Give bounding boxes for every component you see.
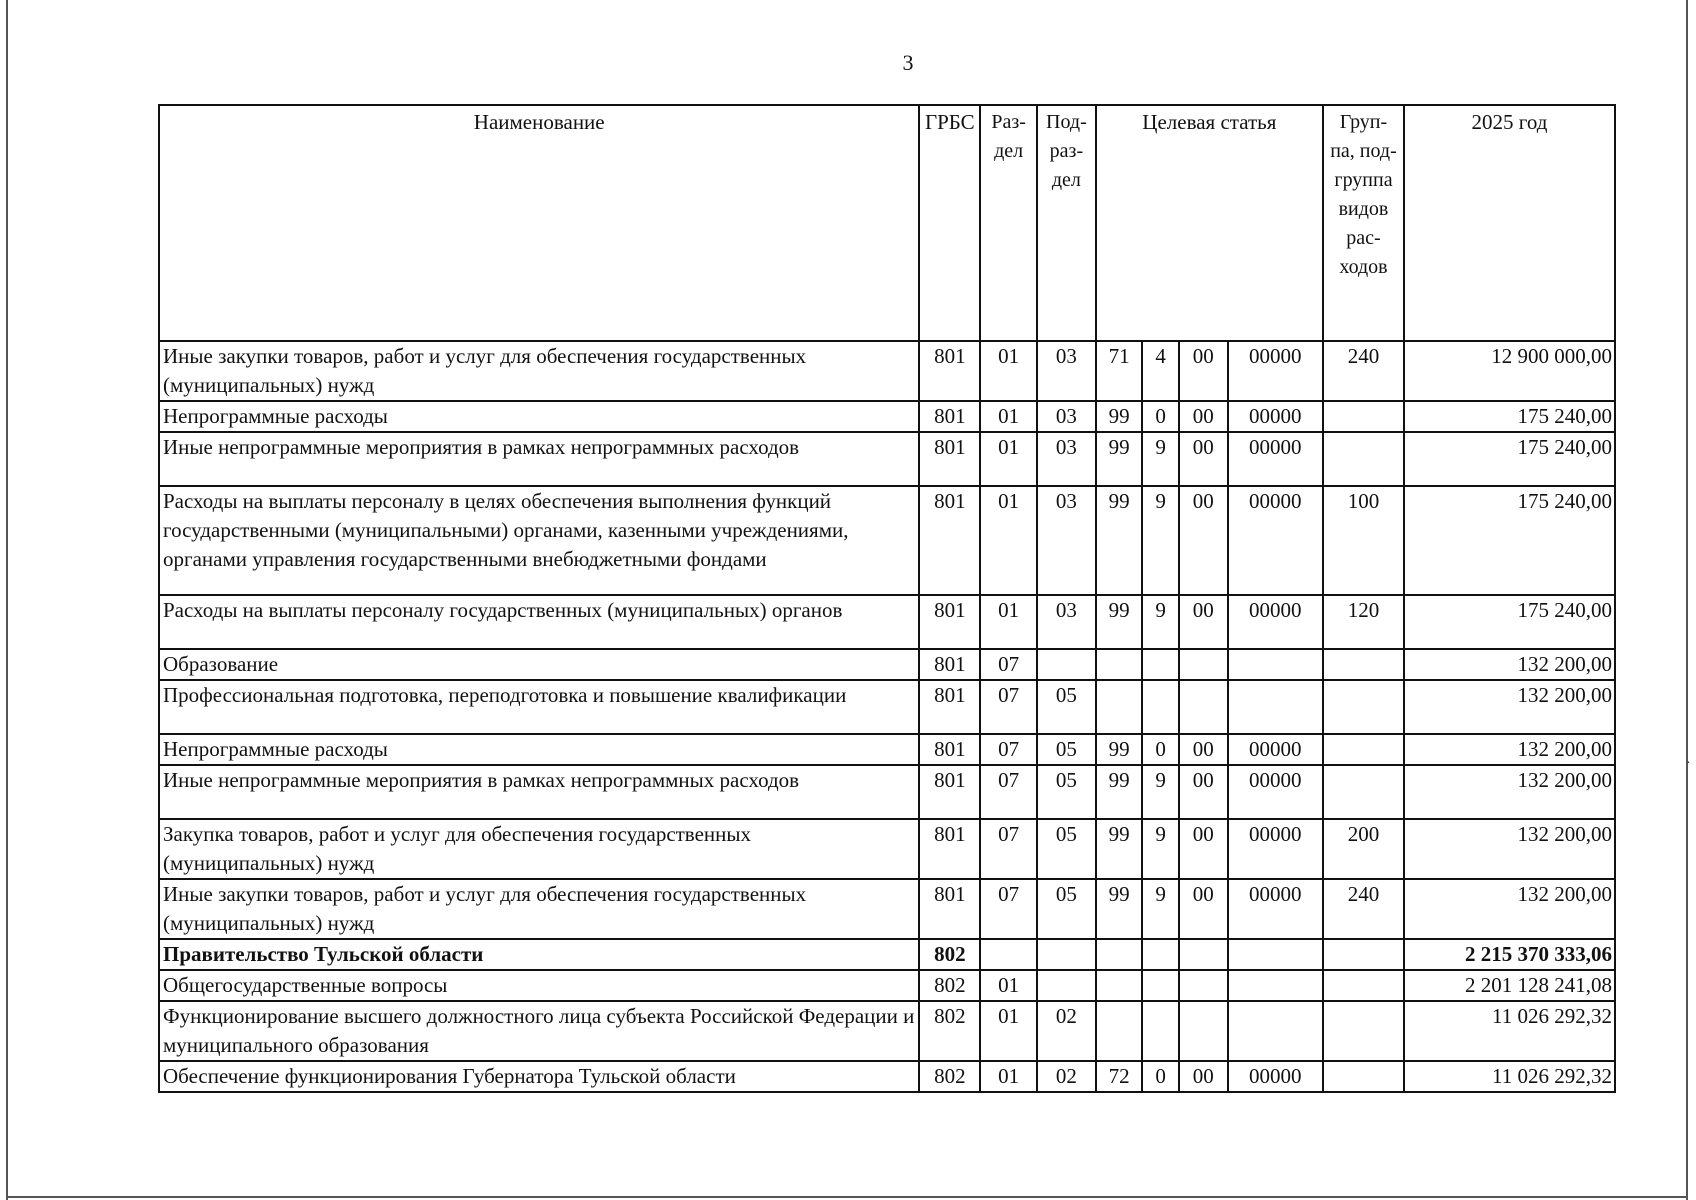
row-target-type-cell: 9 — [1142, 595, 1179, 649]
row-group-cell — [1323, 765, 1404, 819]
row-target-program-cell: 99 — [1096, 595, 1143, 649]
row-grbs-cell: 801 — [919, 401, 980, 432]
row-target-direction-cell: 00 — [1179, 486, 1228, 595]
table-body — [159, 341, 1615, 1092]
row-podrazdel-cell — [1037, 939, 1096, 970]
row-name-cell: Иные непрограммные мероприятия в рамках непрограммных расходов — [159, 432, 919, 486]
row-target-program-cell: 99 — [1096, 819, 1143, 879]
row-podrazdel-cell: 05 — [1037, 765, 1096, 819]
row-grbs-cell: 801 — [919, 432, 980, 486]
row-target-program-cell: 99 — [1096, 401, 1143, 432]
row-target-program-cell: 99 — [1096, 486, 1143, 595]
row-target-type-cell — [1142, 1001, 1179, 1061]
row-target-direction-cell: 00 — [1179, 879, 1228, 939]
row-target-type-cell: 4 — [1142, 341, 1179, 401]
row-amount-cell: 2 201 128 241,08 — [1404, 970, 1615, 1001]
row-name-cell: Функционирование высшего должностного лица субъекта Российской Федерации и муниципального образования — [159, 1001, 919, 1061]
row-target-type-cell — [1142, 939, 1179, 970]
row-grbs-cell: 801 — [919, 819, 980, 879]
row-amount-cell: 12 900 000,00 — [1404, 341, 1615, 401]
row-target-program-cell — [1096, 1001, 1143, 1061]
row-target-direction-cell: 00 — [1179, 819, 1228, 879]
row-grbs-cell: 801 — [919, 486, 980, 595]
scan-edge-left — [6, 0, 8, 1200]
row-grbs-cell: 801 — [919, 734, 980, 765]
scan-speck: · — [1686, 756, 1691, 771]
row-target-code-cell — [1228, 970, 1323, 1001]
row-target-direction-cell: 00 — [1179, 734, 1228, 765]
row-amount-cell: 11 026 292,32 — [1404, 1061, 1615, 1092]
table-row — [159, 486, 1615, 595]
row-group-cell: 120 — [1323, 595, 1404, 649]
row-group-cell: 100 — [1323, 486, 1404, 595]
budget-table — [158, 104, 1616, 1093]
row-group-cell: 200 — [1323, 819, 1404, 879]
row-target-program-cell: 99 — [1096, 432, 1143, 486]
row-target-direction-cell — [1179, 649, 1228, 680]
row-razdel-cell: 01 — [980, 970, 1037, 1001]
row-razdel-cell: 01 — [980, 1001, 1037, 1061]
row-group-cell — [1323, 970, 1404, 1001]
row-grbs-cell: 802 — [919, 970, 980, 1001]
row-amount-cell: 2 215 370 333,06 — [1404, 939, 1615, 970]
header-grbs: ГРБС — [919, 105, 980, 341]
row-target-direction-cell: 00 — [1179, 595, 1228, 649]
row-razdel-cell: 01 — [980, 1061, 1037, 1092]
row-group-cell: 240 — [1323, 879, 1404, 939]
row-target-code-cell: 00000 — [1228, 879, 1323, 939]
row-target-type-cell: 0 — [1142, 734, 1179, 765]
row-target-code-cell — [1228, 939, 1323, 970]
row-target-code-cell: 00000 — [1228, 486, 1323, 595]
row-target-type-cell: 9 — [1142, 486, 1179, 595]
row-grbs-cell: 801 — [919, 595, 980, 649]
row-target-program-cell: 99 — [1096, 879, 1143, 939]
table-row — [159, 595, 1615, 649]
row-razdel-cell: 07 — [980, 819, 1037, 879]
row-name-cell: Непрограммные расходы — [159, 734, 919, 765]
row-name-cell: Расходы на выплаты персоналу государственных (муниципальных) органов — [159, 595, 919, 649]
row-grbs-cell: 801 — [919, 879, 980, 939]
row-grbs-cell: 801 — [919, 341, 980, 401]
table-row — [159, 401, 1615, 432]
row-target-program-cell: 99 — [1096, 734, 1143, 765]
row-group-cell — [1323, 1061, 1404, 1092]
table-row — [159, 819, 1615, 879]
row-podrazdel-cell: 03 — [1037, 486, 1096, 595]
row-podrazdel-cell — [1037, 649, 1096, 680]
row-razdel-cell: 01 — [980, 595, 1037, 649]
row-target-direction-cell: 00 — [1179, 432, 1228, 486]
row-name-cell: Обеспечение функционирования Губернатора Тульской области — [159, 1061, 919, 1092]
row-podrazdel-cell: 03 — [1037, 341, 1096, 401]
row-podrazdel-cell: 05 — [1037, 734, 1096, 765]
row-name-cell: Образование — [159, 649, 919, 680]
row-amount-cell: 132 200,00 — [1404, 680, 1615, 734]
row-razdel-cell: 01 — [980, 432, 1037, 486]
row-target-code-cell — [1228, 649, 1323, 680]
row-grbs-cell: 801 — [919, 680, 980, 734]
table-row — [159, 939, 1615, 970]
row-target-program-cell — [1096, 649, 1143, 680]
row-amount-cell: 175 240,00 — [1404, 401, 1615, 432]
row-target-code-cell: 00000 — [1228, 595, 1323, 649]
row-podrazdel-cell: 03 — [1037, 401, 1096, 432]
row-target-code-cell: 00000 — [1228, 401, 1323, 432]
row-target-direction-cell — [1179, 939, 1228, 970]
row-target-program-cell — [1096, 939, 1143, 970]
row-podrazdel-cell: 03 — [1037, 432, 1096, 486]
row-target-direction-cell: 00 — [1179, 341, 1228, 401]
row-grbs-cell: 802 — [919, 1061, 980, 1092]
row-group-cell — [1323, 734, 1404, 765]
row-amount-cell: 132 200,00 — [1404, 649, 1615, 680]
table-row — [159, 1001, 1615, 1061]
row-group-cell — [1323, 1001, 1404, 1061]
row-podrazdel-cell: 02 — [1037, 1061, 1096, 1092]
row-amount-cell: 175 240,00 — [1404, 486, 1615, 595]
header-razdel: Раз- дел — [980, 105, 1037, 341]
row-target-code-cell — [1228, 680, 1323, 734]
row-amount-cell: 175 240,00 — [1404, 432, 1615, 486]
row-target-type-cell — [1142, 680, 1179, 734]
table-row — [159, 432, 1615, 486]
row-razdel-cell: 07 — [980, 765, 1037, 819]
row-amount-cell: 132 200,00 — [1404, 819, 1615, 879]
row-podrazdel-cell: 02 — [1037, 1001, 1096, 1061]
row-target-direction-cell — [1179, 1001, 1228, 1061]
row-razdel-cell: 01 — [980, 401, 1037, 432]
row-target-direction-cell: 00 — [1179, 1061, 1228, 1092]
row-grbs-cell: 801 — [919, 649, 980, 680]
row-target-type-cell: 9 — [1142, 819, 1179, 879]
row-target-direction-cell: 00 — [1179, 765, 1228, 819]
row-name-cell: Закупка товаров, работ и услуг для обеспечения государственных (муниципальных) нужд — [159, 819, 919, 879]
row-name-cell: Иные закупки товаров, работ и услуг для обеспечения государственных (муниципальных) нужд — [159, 879, 919, 939]
row-group-cell — [1323, 939, 1404, 970]
row-target-direction-cell — [1179, 680, 1228, 734]
row-razdel-cell: 07 — [980, 879, 1037, 939]
scan-edge-right — [1686, 0, 1688, 1200]
header-group: Груп- па, под- группа видов рас- ходов — [1323, 105, 1404, 341]
row-group-cell — [1323, 432, 1404, 486]
row-target-type-cell: 0 — [1142, 1061, 1179, 1092]
row-podrazdel-cell: 05 — [1037, 680, 1096, 734]
row-razdel-cell — [980, 939, 1037, 970]
row-amount-cell: 132 200,00 — [1404, 879, 1615, 939]
row-amount-cell: 11 026 292,32 — [1404, 1001, 1615, 1061]
row-razdel-cell: 07 — [980, 680, 1037, 734]
row-amount-cell: 132 200,00 — [1404, 734, 1615, 765]
table-row — [159, 680, 1615, 734]
row-target-type-cell — [1142, 649, 1179, 680]
row-podrazdel-cell: 03 — [1037, 595, 1096, 649]
header-podrazdel: Под- раз- дел — [1037, 105, 1096, 341]
row-target-program-cell: 72 — [1096, 1061, 1143, 1092]
row-grbs-cell: 801 — [919, 765, 980, 819]
row-target-program-cell — [1096, 970, 1143, 1001]
row-target-type-cell: 9 — [1142, 879, 1179, 939]
table-header-row — [159, 105, 1615, 341]
row-name-cell: Правительство Тульской области — [159, 939, 919, 970]
row-razdel-cell: 07 — [980, 649, 1037, 680]
row-target-code-cell: 00000 — [1228, 341, 1323, 401]
table-row — [159, 879, 1615, 939]
table-row — [159, 734, 1615, 765]
row-target-code-cell: 00000 — [1228, 765, 1323, 819]
row-amount-cell: 132 200,00 — [1404, 765, 1615, 819]
row-podrazdel-cell — [1037, 970, 1096, 1001]
row-target-code-cell: 00000 — [1228, 734, 1323, 765]
row-target-program-cell: 99 — [1096, 765, 1143, 819]
row-grbs-cell: 802 — [919, 939, 980, 970]
row-target-code-cell: 00000 — [1228, 432, 1323, 486]
row-target-program-cell: 71 — [1096, 341, 1143, 401]
row-group-cell — [1323, 680, 1404, 734]
row-name-cell: Расходы на выплаты персоналу в целях обеспечения выполнения функций государственными (муниципальными) органами, казенными учреждениями, органами управления государственными внебюджетными фондами — [159, 486, 919, 595]
row-amount-cell: 175 240,00 — [1404, 595, 1615, 649]
row-name-cell: Иные закупки товаров, работ и услуг для обеспечения государственных (муниципальных) нужд — [159, 341, 919, 401]
row-grbs-cell: 802 — [919, 1001, 980, 1061]
header-target: Целевая статья — [1096, 105, 1323, 341]
page-number: 3 — [902, 50, 914, 75]
row-razdel-cell: 01 — [980, 341, 1037, 401]
row-group-cell — [1323, 649, 1404, 680]
row-name-cell: Иные непрограммные мероприятия в рамках непрограммных расходов — [159, 765, 919, 819]
row-name-cell: Общегосударственные вопросы — [159, 970, 919, 1001]
table-row — [159, 765, 1615, 819]
row-razdel-cell: 07 — [980, 734, 1037, 765]
row-target-type-cell — [1142, 970, 1179, 1001]
row-razdel-cell: 01 — [980, 486, 1037, 595]
row-name-cell: Профессиональная подготовка, переподготовка и повышение квалификации — [159, 680, 919, 734]
row-target-code-cell: 00000 — [1228, 1061, 1323, 1092]
table-row — [159, 1061, 1615, 1092]
row-target-direction-cell — [1179, 970, 1228, 1001]
row-group-cell: 240 — [1323, 341, 1404, 401]
row-podrazdel-cell: 05 — [1037, 879, 1096, 939]
scan-edge-bottom — [6, 1196, 1688, 1198]
row-target-code-cell — [1228, 1001, 1323, 1061]
row-target-code-cell: 00000 — [1228, 819, 1323, 879]
row-group-cell — [1323, 401, 1404, 432]
row-target-program-cell — [1096, 680, 1143, 734]
header-name: Наименование — [159, 105, 919, 341]
row-podrazdel-cell: 05 — [1037, 819, 1096, 879]
table-row — [159, 970, 1615, 1001]
table-row — [159, 341, 1615, 401]
row-name-cell: Непрограммные расходы — [159, 401, 919, 432]
row-target-direction-cell: 00 — [1179, 401, 1228, 432]
row-target-type-cell: 9 — [1142, 432, 1179, 486]
header-amount: 2025 год — [1404, 105, 1615, 341]
table-row — [159, 649, 1615, 680]
row-target-type-cell: 0 — [1142, 401, 1179, 432]
row-target-type-cell: 9 — [1142, 765, 1179, 819]
